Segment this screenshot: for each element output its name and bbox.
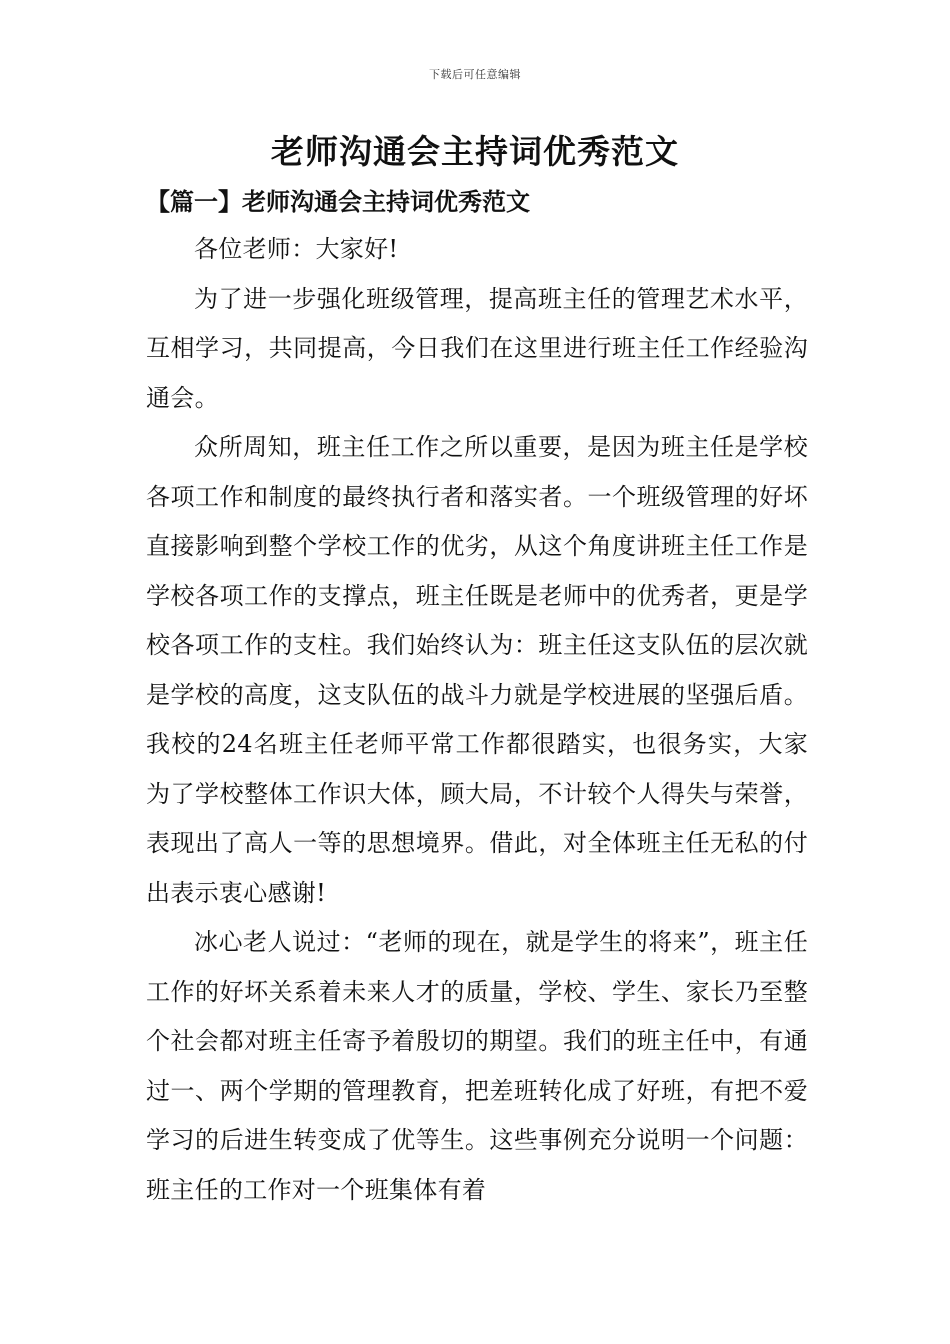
section-heading: 【篇一】老师沟通会主持词优秀范文 bbox=[146, 187, 530, 216]
document-body bbox=[146, 225, 808, 1215]
document-title: 老师沟通会主持词优秀范文 bbox=[271, 132, 679, 171]
paragraph-greeting: 各位老师：大家好! bbox=[194, 235, 399, 263]
paragraph-quote: 冰心老人说过：“老师的现在，就是学生的将来”，班主任工作的好坏关系着未来人才的质量，学校、学生、家长乃至整个社会都对班主任寄予着殷切的期望。我们的班主任中，有通过一、两个学期的管理教育，把差班转化成了好班，有把不爱学习的后进生转变成了优等生。这些事例充分说明一个问题：班主任的工作对一个班集体有着 bbox=[146, 928, 808, 1204]
header-note: 下载后可任意编辑 bbox=[429, 68, 521, 81]
paragraph-importance: 众所周知，班主任工作之所以重要，是因为班主任是学校各项工作和制度的最终执行者和落实者。一个班级管理的好坏直接影响到整个学校工作的优劣，从这个角度讲班主任工作是学校各项工作的支撑点，班主任既是老师中的优秀者，更是学校各项工作的支柱。我们始终认为：班主任这支队伍的层次就是学校的高度，这支队伍的战斗力就是学校进展的坚强后盾。我校的24名班主任老师平常工作都很踏实，也很务实，大家为了学校整体工作识大体，顾大局，不计较个人得失与荣誉，表现出了高人一等的思想境界。借此，对全体班主任无私的付出表示衷心感谢! bbox=[146, 433, 808, 907]
paragraph-purpose: 为了进一步强化班级管理，提高班主任的管理艺术水平，互相学习，共同提高，今日我们在这里进行班主任工作经验沟通会。 bbox=[146, 284, 808, 412]
